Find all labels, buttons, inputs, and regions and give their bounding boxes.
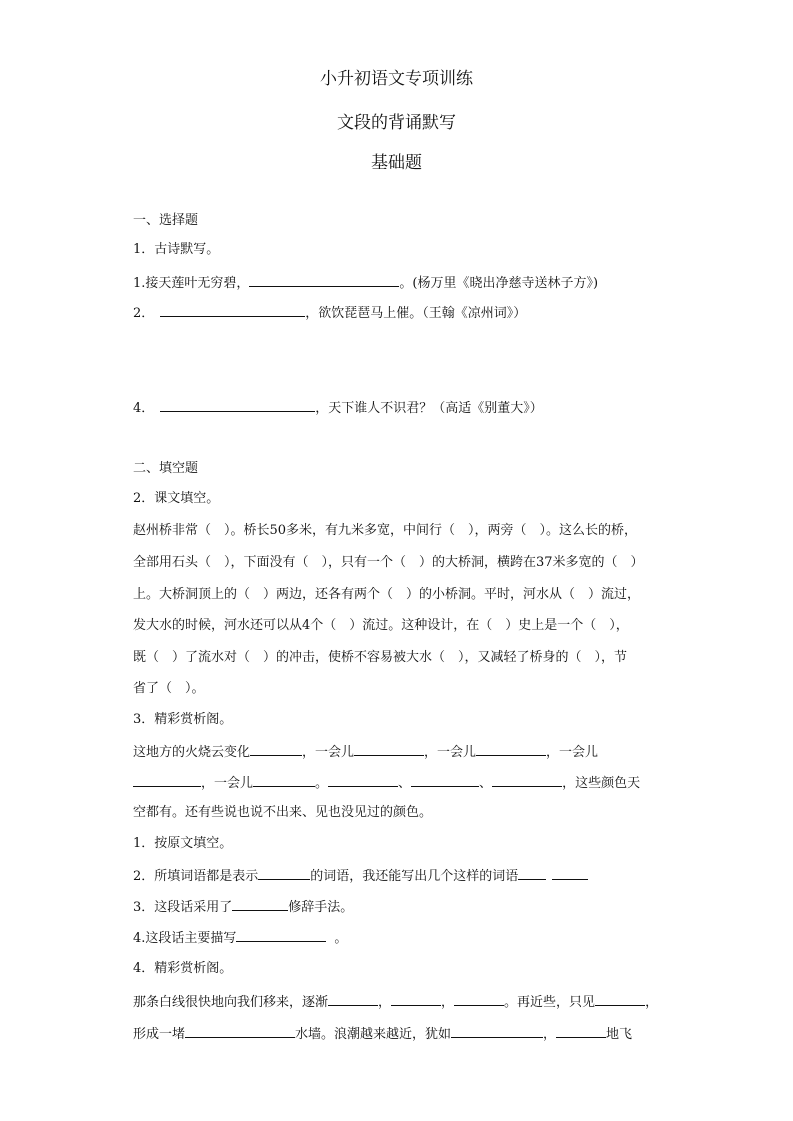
question-3-sub-3 — [133, 897, 353, 917]
question-1-line-2 — [133, 303, 526, 323]
answer-blank[interactable] — [328, 992, 378, 1006]
answer-blank[interactable] — [250, 742, 302, 756]
line-text: ，天下谁人不识君？（高适《别董大》） — [315, 401, 543, 416]
line-text: ，这些颜色天 — [562, 776, 641, 791]
answer-blank[interactable] — [249, 273, 399, 287]
line-text: ，欲饮琵琶马上催。（王翰《凉州词》） — [305, 306, 527, 321]
line-text: ，一会儿 — [201, 776, 254, 791]
question-4-heading: 4．精彩赏析阁。 — [133, 961, 233, 976]
line-text: 水墙。浪潮越来越近，犹如 — [295, 1027, 452, 1042]
line-text: 、 — [398, 776, 412, 791]
question-3-sub-1: 1．按原文填空。 — [133, 836, 233, 851]
passage-line: 全部用石头（ ），下面没有（ ），只有一个（ ）的大桥洞，横跨在37米多宽的（ ） — [133, 555, 644, 570]
section-heading-choice: 一、选择题 — [133, 213, 199, 228]
question-2-heading: 2．课文填空。 — [133, 491, 220, 506]
answer-blank[interactable] — [492, 773, 562, 787]
answer-blank[interactable] — [391, 992, 441, 1006]
line-text: 3．这段话采用了 — [133, 900, 233, 915]
answer-blank[interactable] — [451, 1024, 543, 1038]
passage-line: 发大水的时候，河水还可以从4个（ ）流过。这种设计，在（ ）史上是一个（ ）， — [133, 618, 629, 633]
question-4-passage-line-2 — [133, 1024, 632, 1044]
line-text: 形成一堵 — [133, 1027, 186, 1042]
answer-blank[interactable] — [354, 742, 424, 756]
line-text: 。(杨万里《晓出净慈寺送林子方》) — [399, 276, 599, 291]
answer-blank[interactable] — [595, 992, 645, 1006]
question-3-passage-line-2 — [133, 773, 640, 793]
answer-blank[interactable] — [185, 1024, 295, 1038]
question-3-heading: 3．精彩赏析阁。 — [133, 712, 233, 727]
answer-blank[interactable] — [556, 1024, 606, 1038]
line-text: 。 — [315, 776, 329, 791]
answer-blank[interactable] — [411, 773, 479, 787]
line-text: 2．所填词语都是表示 — [133, 869, 259, 884]
line-text: ， — [543, 1027, 557, 1042]
page-subtitle: 文段的背诵默写 — [337, 113, 456, 133]
question-3-passage-line-1 — [133, 742, 598, 762]
question-4-passage-line-1 — [133, 992, 658, 1012]
line-text: 的词语，我还能写出几个这样的词语 — [310, 869, 519, 884]
section-heading-fill: 二、填空题 — [133, 461, 199, 476]
answer-blank[interactable] — [232, 897, 288, 911]
line-text: 2． — [133, 306, 155, 321]
question-3-sub-4 — [133, 928, 347, 948]
question-3-sub-2 — [133, 866, 588, 886]
line-text: 4.这段话主要描写 — [133, 931, 237, 946]
answer-blank[interactable] — [253, 773, 315, 787]
question-1-heading: 1．古诗默写。 — [133, 242, 220, 257]
question-1-line-1 — [133, 273, 598, 293]
line-text: 、 — [479, 776, 493, 791]
line-text: 地飞 — [606, 1027, 633, 1042]
line-text: 这地方的火烧云变化 — [133, 745, 251, 760]
line-text: 4． — [133, 401, 155, 416]
answer-blank[interactable] — [160, 303, 305, 317]
line-text: 那条白线很快地向我们移来，逐渐 — [133, 995, 329, 1010]
line-text: 。 — [334, 931, 348, 946]
line-text: ，一会儿 — [302, 745, 355, 760]
answer-blank[interactable] — [552, 866, 588, 880]
page-title: 小升初语文专项训练 — [320, 69, 473, 89]
question-3-passage-line-3: 空都有。还有些说也说不出来、见也没见过的颜色。 — [133, 805, 433, 820]
answer-blank[interactable] — [328, 773, 398, 787]
answer-blank[interactable] — [236, 928, 326, 942]
answer-blank[interactable] — [518, 866, 546, 880]
passage-line: 上。大桥洞顶上的（ ）两边，还各有两个（ ）的小桥洞。平时，河水从（ ）流过， — [133, 587, 641, 602]
question-1-line-4 — [133, 398, 543, 418]
answer-blank[interactable] — [454, 992, 504, 1006]
answer-blank[interactable] — [258, 866, 310, 880]
line-text: ，一会儿 — [424, 745, 477, 760]
line-text: 。再近些，只见 — [504, 995, 596, 1010]
line-text: ，一会儿 — [546, 745, 599, 760]
passage-line: 既（ ）了流水对（ ）的冲击，使桥不容易被大水（ ），又减轻了桥身的（ ），节 — [133, 650, 628, 665]
line-text: ， — [645, 995, 659, 1010]
line-text: ， — [378, 995, 392, 1010]
answer-blank[interactable] — [133, 773, 201, 787]
answer-blank[interactable] — [476, 742, 546, 756]
line-text: ， — [441, 995, 455, 1010]
line-text: 1.接天莲叶无穷碧， — [133, 276, 250, 291]
passage-line: 赵州桥非常（ ）。桥长50多米，有九米多宽，中间行（ ），两旁（ ）。这么长的桥， — [133, 523, 638, 538]
line-text: 修辞手法。 — [288, 900, 354, 915]
answer-blank[interactable] — [160, 398, 315, 412]
difficulty-label: 基础题 — [371, 153, 422, 173]
passage-line: 省了（ ）。 — [133, 681, 205, 696]
